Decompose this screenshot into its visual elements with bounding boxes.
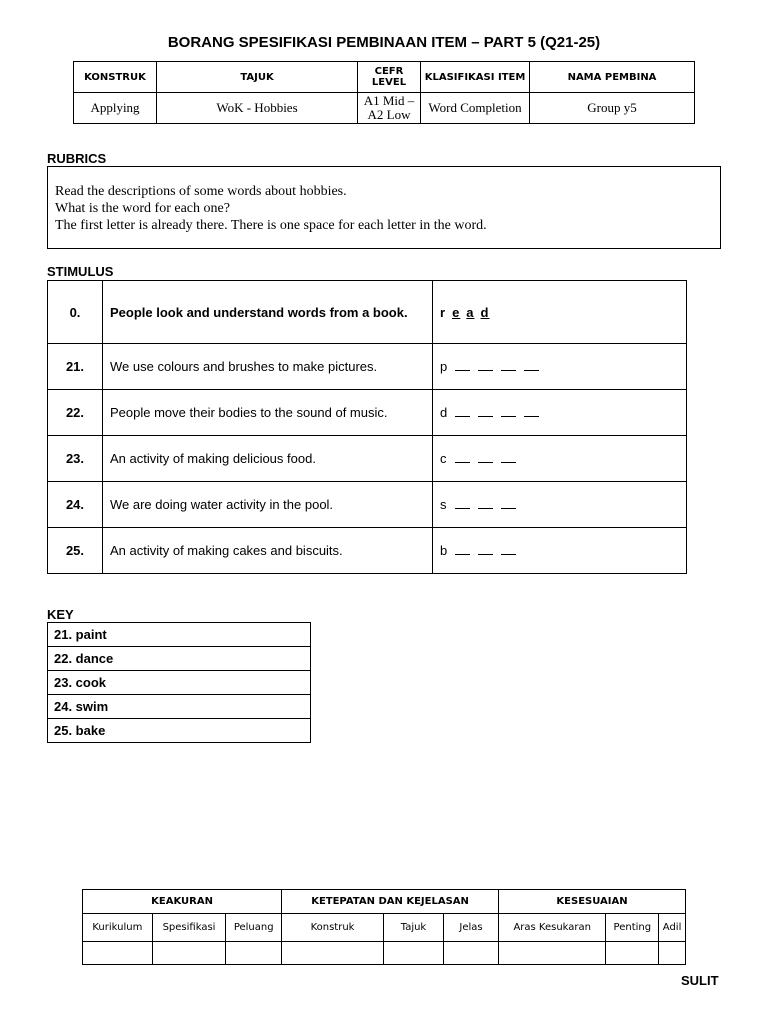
item-number: 23. [48,436,103,482]
letter-blank[interactable] [501,544,516,555]
key-label: KEY [47,607,74,622]
evaluation-table [82,889,686,965]
answer-letter: d [480,304,490,320]
page-title: BORANG SPESIFIKASI PEMBINAAN ITEM – PART 5 (Q21-25) [167,34,601,51]
first-letter: b [440,543,448,558]
score-cell[interactable] [659,942,686,965]
score-cell[interactable] [282,942,384,965]
key-row [48,671,311,695]
item-question: We use colours and brushes to make pictures. [103,344,433,390]
item-question: People look and understand words from a book. [103,281,433,344]
score-cell[interactable] [606,942,659,965]
rubrics-line: What is the word for each one? [55,201,230,216]
key-answer: 21. paint [48,623,311,647]
answer-field[interactable] [433,436,687,482]
first-letter: d [440,405,448,420]
score-cell[interactable] [152,942,226,965]
key-answer: 25. bake [48,719,311,743]
answer-letter: e [452,304,461,320]
item-question: An activity of making cakes and biscuits. [103,528,433,574]
letter-blank[interactable] [478,452,493,463]
score-cell[interactable] [499,942,606,965]
answer-key-table [47,622,311,743]
letter-blank[interactable] [524,360,539,371]
group-kesesuaian: KESESUAIAN [499,890,686,914]
key-row [48,623,311,647]
key-answer: 24. swim [48,695,311,719]
criteria-adil: Adil [659,914,686,942]
letter-blank[interactable] [501,360,516,371]
specification-table [73,61,695,124]
item-question: An activity of making delicious food. [103,436,433,482]
criteria-aras-kesukaran: Aras Kesukaran [499,914,606,942]
letter-blank[interactable] [478,544,493,555]
item-number: 21. [48,344,103,390]
group-ketepatan-dan-kejelasan: KETEPATAN DAN KEJELASAN [282,890,499,914]
header-tajuk: TAJUK [157,62,358,93]
value-nama-pembina: Group y5 [530,93,695,124]
criteria-konstruk: Konstruk [282,914,384,942]
letter-blank[interactable] [478,406,493,417]
score-cell[interactable] [226,942,282,965]
item-number: 22. [48,390,103,436]
criteria-spesifikasi: Spesifikasi [152,914,226,942]
item-number: 25. [48,528,103,574]
answer-field[interactable] [433,344,687,390]
letter-blank[interactable] [501,498,516,509]
score-cell[interactable] [83,942,153,965]
header-klasifikasi-item: KLASIFIKASI ITEM [421,62,530,93]
item-number: 24. [48,482,103,528]
footer-classification: SULIT [681,973,719,988]
letter-blank[interactable] [455,360,470,371]
question-row [48,436,687,482]
answer-field[interactable] [433,390,687,436]
answer-letter: r [440,304,447,320]
answer-field[interactable] [433,482,687,528]
rubrics-label: RUBRICS [47,151,107,166]
header-konstruk: KONSTRUK [74,62,157,93]
criteria-kurikulum: Kurikulum [83,914,153,942]
example-answer [433,281,687,344]
item-question: People move their bodies to the sound of music. [103,390,433,436]
letter-blank[interactable] [524,406,539,417]
letter-blank[interactable] [455,406,470,417]
question-row [48,390,687,436]
criteria-penting: Penting [606,914,659,942]
key-row [48,647,311,671]
value-tajuk: WoK - Hobbies [157,93,358,124]
key-row [48,719,311,743]
value-konstruk: Applying [74,93,157,124]
key-answer: 22. dance [48,647,311,671]
item-number: 0. [48,281,103,344]
criteria-peluang: Peluang [226,914,282,942]
letter-blank[interactable] [455,452,470,463]
key-answer: 23. cook [48,671,311,695]
letter-blank[interactable] [455,498,470,509]
criteria-jelas: Jelas [444,914,499,942]
score-cell[interactable] [444,942,499,965]
question-row [48,482,687,528]
first-letter: p [440,359,448,374]
rubrics-box [47,166,721,249]
header-nama-pembina: NAMA PEMBINA [530,62,695,93]
first-letter: c [440,451,447,466]
group-keakuran: KEAKURAN [83,890,282,914]
answer-field[interactable] [433,528,687,574]
first-letter: s [440,497,447,512]
value-klasifikasi-item: Word Completion [421,93,530,124]
letter-blank[interactable] [478,498,493,509]
example-row [48,281,687,344]
key-row [48,695,311,719]
item-question: We are doing water activity in the pool. [103,482,433,528]
rubrics-line: Read the descriptions of some words about hobbies. [55,184,347,199]
rubrics-line: The first letter is already there. There is one space for each letter in the word. [55,218,487,233]
header-cefr-level: CEFR LEVEL [358,62,421,93]
value-cefr-level: A1 Mid – A2 Low [358,93,421,124]
score-cell[interactable] [383,942,443,965]
letter-blank[interactable] [501,406,516,417]
stimulus-table [47,280,687,574]
letter-blank[interactable] [478,360,493,371]
question-row [48,344,687,390]
answer-letter: a [466,304,475,320]
criteria-tajuk: Tajuk [383,914,443,942]
stimulus-label: STIMULUS [47,264,114,279]
letter-blank[interactable] [455,544,470,555]
question-row [48,528,687,574]
letter-blank[interactable] [501,452,516,463]
